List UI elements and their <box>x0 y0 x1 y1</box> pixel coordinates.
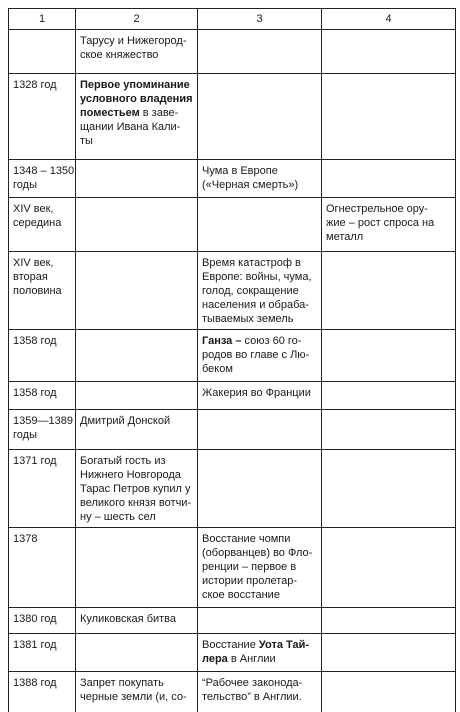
table-row <box>9 634 456 672</box>
event-cell-tech <box>322 160 456 198</box>
date-cell: 1381 год <box>9 634 76 672</box>
event-cell-europe <box>198 410 322 450</box>
event-cell-tech <box>322 74 456 160</box>
event-cell-russia: Запрет покупать черные земли (и, со- <box>76 672 198 712</box>
event-cell-russia <box>76 160 198 198</box>
event-cell-russia <box>76 198 198 252</box>
event-cell-europe <box>198 450 322 528</box>
table-row <box>9 198 456 252</box>
event-cell-europe <box>198 634 322 672</box>
date-cell: 1348 – 1350 годы <box>9 160 76 198</box>
event-cell-europe <box>198 198 322 252</box>
event-cell-tech <box>322 252 456 330</box>
column-header-2: 2 <box>76 9 198 30</box>
event-text: союз 60 го- родов во главе с Лю- беком <box>202 335 310 375</box>
event-cell-russia <box>76 330 198 382</box>
column-header-3: 3 <box>198 9 322 30</box>
date-cell: 1371 год <box>9 450 76 528</box>
event-cell-europe <box>198 330 322 382</box>
table-row <box>9 528 456 608</box>
event-cell-europe <box>198 30 322 74</box>
chronology-table <box>8 8 456 712</box>
event-cell-tech <box>322 330 456 382</box>
column-header-4: 4 <box>322 9 456 30</box>
table-row <box>9 160 456 198</box>
event-cell-tech <box>322 382 456 410</box>
document-page <box>8 8 455 712</box>
event-cell-europe: Время катастроф в Европе: войны, чума, голод, сокращение населения и обраба- тываемых земель <box>198 252 322 330</box>
event-cell-europe <box>198 74 322 160</box>
event-cell-europe: Жакерия во Франции <box>198 382 322 410</box>
table-row <box>9 74 456 160</box>
event-cell-russia <box>76 74 198 160</box>
event-cell-russia: Богатый гость из Нижнего Новгорода Тарас Петров купил у великого князя вотчи- ну – шесть сел <box>76 450 198 528</box>
date-cell: 1328 год <box>9 74 76 160</box>
date-cell: 1359—1389 годы <box>9 410 76 450</box>
date-cell: XIV век, вторая половина <box>9 252 76 330</box>
date-cell: 1380 год <box>9 608 76 634</box>
event-cell-russia <box>76 528 198 608</box>
date-cell <box>9 30 76 74</box>
table-row <box>9 672 456 712</box>
table-row <box>9 608 456 634</box>
event-cell-russia <box>76 382 198 410</box>
column-header-1: 1 <box>9 9 76 30</box>
highlight-text: Уота Тай- лера <box>202 639 310 665</box>
event-cell-tech <box>322 672 456 712</box>
table-row <box>9 30 456 74</box>
event-cell-tech <box>322 528 456 608</box>
event-cell-tech: Огнестрельное ору- жие – рост спроса на металл <box>322 198 456 252</box>
table-row <box>9 252 456 330</box>
date-cell: XIV век, середина <box>9 198 76 252</box>
event-cell-tech <box>322 634 456 672</box>
event-cell-russia: Куликовская битва <box>76 608 198 634</box>
event-cell-russia <box>76 252 198 330</box>
event-text: в заве- щании Ивана Кали- ты <box>80 107 181 147</box>
event-cell-russia: Тарусу и Нижегород- ское княжество <box>76 30 198 74</box>
event-cell-europe: “Рабочее законода- тельство” в Англии. <box>198 672 322 712</box>
header-row <box>9 9 456 30</box>
event-cell-europe: Восстание чомпи (оборванцев) во Фло- ренции – первое в истории пролетар- ское восстание <box>198 528 322 608</box>
table-row <box>9 410 456 450</box>
event-cell-russia <box>76 634 198 672</box>
event-cell-tech <box>322 30 456 74</box>
date-cell: 1378 <box>9 528 76 608</box>
event-cell-russia: Дмитрий Донской <box>76 410 198 450</box>
table-row <box>9 382 456 410</box>
event-cell-tech <box>322 608 456 634</box>
date-cell: 1358 год <box>9 382 76 410</box>
event-cell-tech <box>322 410 456 450</box>
highlight-text: Первое упоминание условного владения поместьем <box>80 79 193 119</box>
event-cell-tech <box>322 450 456 528</box>
event-text: в Англии <box>227 653 276 665</box>
date-cell: 1388 год <box>9 672 76 712</box>
event-cell-europe: Чума в Европе («Черная смерть») <box>198 160 322 198</box>
table-row <box>9 450 456 528</box>
event-text: Восстание <box>202 639 259 651</box>
date-cell: 1358 год <box>9 330 76 382</box>
event-cell-europe <box>198 608 322 634</box>
table-row <box>9 330 456 382</box>
highlight-text: Ганза – <box>202 335 242 347</box>
